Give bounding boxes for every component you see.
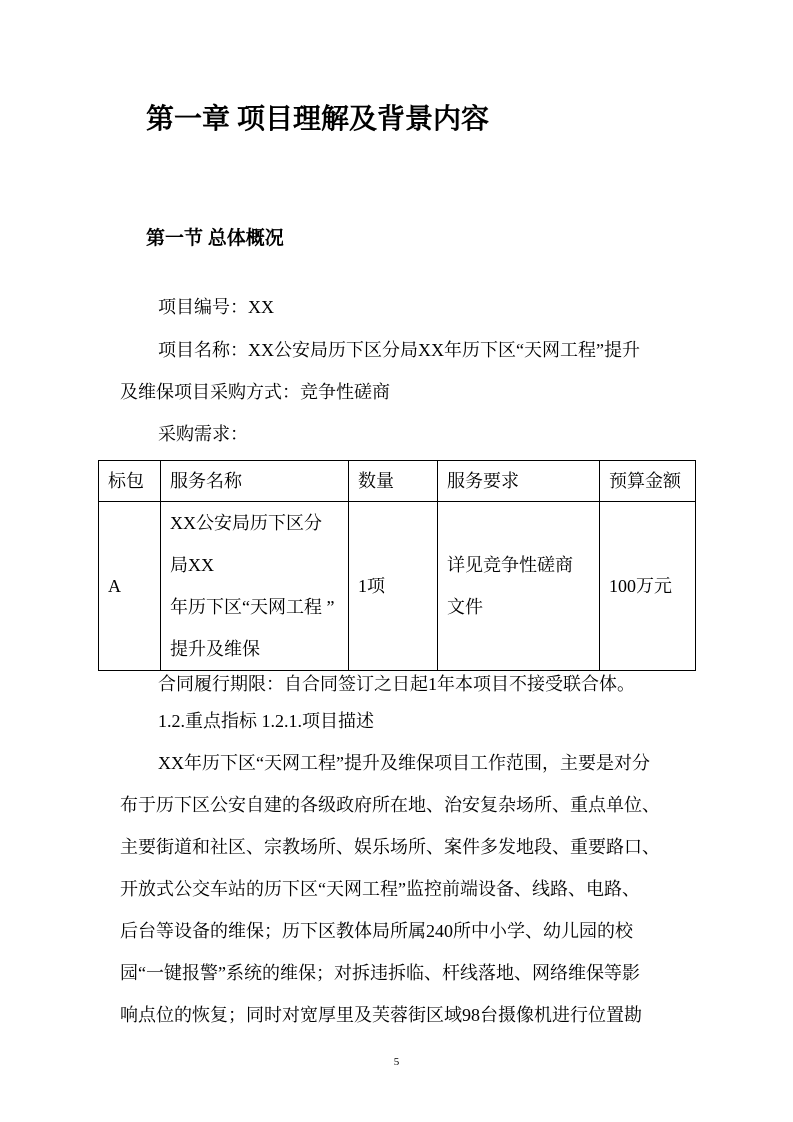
requirement-line: 详见竞争性磋商 <box>447 555 573 575</box>
service-name-line: 提升及维保 <box>170 639 260 659</box>
cell-service-name <box>161 502 349 671</box>
header-service-name: 服务名称 <box>161 461 349 502</box>
chapter-title: 第一章 项目理解及背景内容 <box>146 104 490 135</box>
paragraph-line: 园“一键报警”系统的维保；对拆违拆临、杆线落地、网络维保等影 <box>120 963 640 983</box>
key-indicators-heading: 1.2.重点指标 1.2.1.项目描述 <box>158 711 374 731</box>
cell-budget: 100万元 <box>600 502 696 671</box>
header-budget: 预算金额 <box>600 461 696 502</box>
paragraph-line: 响点位的恢复；同时对宽厚里及芙蓉街区域98台摄像机进行位置勘 <box>120 1005 642 1025</box>
header-quantity: 数量 <box>349 461 438 502</box>
cell-requirement <box>438 502 600 671</box>
section-title: 第一节 总体概况 <box>146 228 284 249</box>
header-requirement: 服务要求 <box>438 461 600 502</box>
cell-quantity: 1项 <box>349 502 438 671</box>
cell-package: A <box>99 502 161 671</box>
paragraph-line: XX年历下区“天网工程”提升及维保项目工作范围，主要是对分 <box>158 753 650 773</box>
service-name-line: XX公安局历下区分 <box>170 513 322 533</box>
paragraph-line: 开放式公交车站的历下区“天网工程”监控前端设备、线路、电路、 <box>120 879 640 899</box>
project-number: 项目编号：XX <box>158 297 274 317</box>
service-name-line: 年历下区“天网工程 ” <box>170 597 335 617</box>
paragraph-line: 主要街道和社区、宗教场所、娱乐场所、案件多发地段、重要路口、 <box>120 837 660 857</box>
contract-period: 合同履行期限：自合同签订之日起1年本项目不接受联合体。 <box>158 674 635 694</box>
procurement-requirements-label: 采购需求： <box>158 424 248 444</box>
project-name: 项目名称：XX公安局历下区分局XX年历下区“天网工程”提升 <box>158 340 640 360</box>
procurement-method: 及维保项目采购方式：竞争性磋商 <box>120 382 390 402</box>
requirement-line: 文件 <box>447 597 483 617</box>
page-number: 5 <box>393 1056 400 1068</box>
paragraph-line: 布于历下区公安自建的各级政府所在地、治安复杂场所、重点单位、 <box>120 795 660 815</box>
table-row <box>99 502 696 671</box>
procurement-table <box>98 460 696 671</box>
header-package: 标包 <box>99 461 161 502</box>
table-header-row <box>99 461 696 502</box>
service-name-line: 局XX <box>170 555 214 575</box>
paragraph-line: 后台等设备的维保；历下区教体局所属240所中小学、幼儿园的校 <box>120 921 633 941</box>
